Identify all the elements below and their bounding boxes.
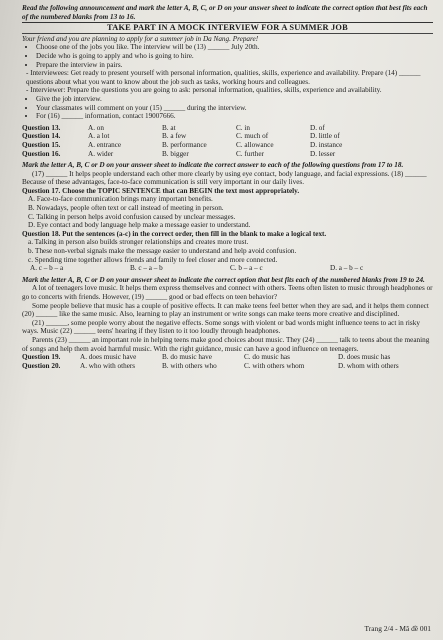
option-c[interactable]: C. b – a – c	[230, 264, 263, 273]
step-item: • For (16) ______ information, contact 19007666.	[36, 112, 433, 121]
option-a[interactable]: A. wider	[88, 149, 114, 158]
passage-17-18: (17) ______ It helps people understand each other more clearly by using eye contact, body language, and facial expressions. (18) ______ Because of these advantages, face-to-face communication is still very important in our daily lives.	[22, 169, 427, 187]
option-b[interactable]: B. with others who	[162, 361, 217, 370]
option-b[interactable]: B. performance	[162, 140, 207, 149]
option-b[interactable]: B. Nowadays, people often text or call instead of meeting in person.	[28, 204, 224, 213]
options-18	[22, 264, 433, 273]
option-b[interactable]: B. do music have	[162, 353, 212, 362]
option-d[interactable]: D. a – b – c	[330, 264, 364, 273]
options-19-20	[22, 353, 433, 370]
option-d[interactable]: D. little of	[310, 132, 340, 141]
announcement-steps-2	[22, 95, 433, 121]
announcement-steps	[22, 43, 433, 69]
instruction-13-16: Read the following announcement and mark the letter A, B, C, or D on your answer sheet to indicate the correct option that best fits each of the numbered blanks from 13 to 16.	[22, 4, 428, 21]
step-item: • Your classmates will comment on your (15) ______ during the interview.	[36, 104, 433, 113]
option-d[interactable]: D. does music has	[338, 353, 391, 362]
option-b[interactable]: B. a few	[162, 132, 187, 141]
step-item: • Give the job interview.	[36, 95, 433, 104]
interviewees-note: - Interviewees: Get ready to present yourself with personal information, qualities, skills, experience and availability. Prepare (14) ______ questions about what you want to know about the job such as tasks, working hours and colleagues.	[26, 69, 421, 86]
question-17: Question 17. Choose the TOPIC SENTENCE that can BEGIN the text most appropriately.	[22, 186, 300, 195]
sentence-item: c. Spending time together allows friends and family to feel closer and more connected.	[28, 255, 278, 264]
passage-paragraph: A lot of teenagers love music. It helps them express themselves and connect with others. Teens often listen to music through headphones or go to concerts with friends. However, (19) ______ good or bad effects on teen behavior?	[22, 284, 433, 301]
passage-paragraph: Parents (23) ______ an important role in helping teens make good choices about music. They (24) ______ talk to teens about the meaning of songs and help them avoid harmful music. With the right guidance, music can have a good influence on teenagers.	[22, 335, 430, 353]
step-item: • Prepare the interview in pairs.	[36, 61, 433, 70]
step-item: • Choose one of the jobs you like. The interview will be (13) ______ July 20th.	[36, 43, 433, 52]
question-row: Question 16. A. wider B. bigger C. further D. lesser	[22, 150, 433, 159]
option-d[interactable]: D. Eye contact and body language help make a message easier to understand.	[28, 221, 251, 230]
option-c[interactable]: C. in	[236, 123, 250, 132]
interviewer-note: - Interviewer: Prepare the questions you are going to ask: personal information, qualities, skills, experience and availability.	[26, 86, 382, 95]
passage-paragraph: (21) ______, some people worry about the negative effects. Some songs with violent or bad words might influence teens to act in risky ways. Music (22) ______ teens' hearing if they listen to it too loudly through headphones.	[22, 318, 420, 336]
sentence-item: a. Talking in person also builds stronger relationships and creates more trust.	[28, 238, 249, 247]
option-a[interactable]: A. c – b – a	[30, 264, 64, 273]
option-d[interactable]: D. of	[310, 123, 325, 132]
option-a[interactable]: A. a lot	[88, 132, 110, 141]
question-18: Question 18. Put the sentences (a-c) in the correct order, then fill in the blank to make a logical text.	[22, 229, 327, 238]
option-b[interactable]: B. c – a – b	[130, 264, 163, 273]
sentence-item: b. These non-verbal signals make the message easier to understand and help avoid confusion.	[28, 247, 297, 256]
option-a[interactable]: A. Face-to-face communication brings many important benefits.	[28, 195, 213, 204]
option-c[interactable]: C. with others whom	[244, 361, 305, 370]
question-row: Question 15. A. entrance B. performance C. allowance D. instance	[22, 141, 433, 150]
option-d[interactable]: D. whom with others	[338, 361, 399, 370]
question-row: Question 19. A. does music have B. do music have C. do music has D. does music has	[22, 353, 433, 362]
option-c[interactable]: C. much of	[236, 132, 269, 141]
option-b[interactable]: B. at	[162, 123, 176, 132]
option-a[interactable]: A. entrance	[88, 140, 122, 149]
question-row: Question 14. A. a lot B. a few C. much of D. little of	[22, 132, 433, 141]
announcement-title: TAKE PART IN A MOCK INTERVIEW FOR A SUMMER JOB	[22, 22, 433, 33]
step-item: • Decide who is going to apply and who is going to hire.	[36, 52, 433, 61]
option-c[interactable]: C. further	[236, 149, 264, 158]
options-13-16	[22, 124, 433, 158]
option-b[interactable]: B. bigger	[162, 149, 189, 158]
instruction-19-24: Mark the letter A, B, C or D on your answer sheet to indicate the correct option that best fits each of the numbered blanks from 19 to 24.	[22, 275, 425, 284]
announcement-intro: Your friend and you are planning to apply for a summer job in Da Nang. Prepare!	[22, 33, 433, 44]
sentences-18	[22, 238, 433, 264]
option-a[interactable]: A. on	[88, 123, 104, 132]
question-row: Question 13. A. on B. at C. in D. of	[22, 124, 433, 133]
option-c[interactable]: C. Talking in person helps avoid confusion caused by unclear messages.	[28, 212, 236, 221]
option-a[interactable]: A. does music have	[80, 353, 137, 362]
passage-paragraph: Some people believe that music has a couple of positive effects. It can make teens feel better when they are sad, and it helps them connect (20) ______ like the same music. Also, learning to play an instrument or write songs can make teens more creative and disciplined.	[22, 301, 429, 319]
option-c[interactable]: C. do music has	[244, 353, 290, 362]
option-d[interactable]: D. instance	[310, 140, 343, 149]
instruction-17-18: Mark the letter A, B, C or D on your answer sheet to indicate the correct answer to each of the following questions from 17 to 18.	[22, 161, 404, 170]
page-number: Trang 2/4 - Mã đề 001	[364, 624, 431, 634]
options-17	[22, 195, 433, 229]
question-row: Question 20. A. who with others B. with others who C. with others whom D. whom with others	[22, 362, 433, 371]
option-c[interactable]: C. allowance	[236, 140, 274, 149]
option-d[interactable]: D. lesser	[310, 149, 336, 158]
option-a[interactable]: A. who with others	[80, 361, 136, 370]
